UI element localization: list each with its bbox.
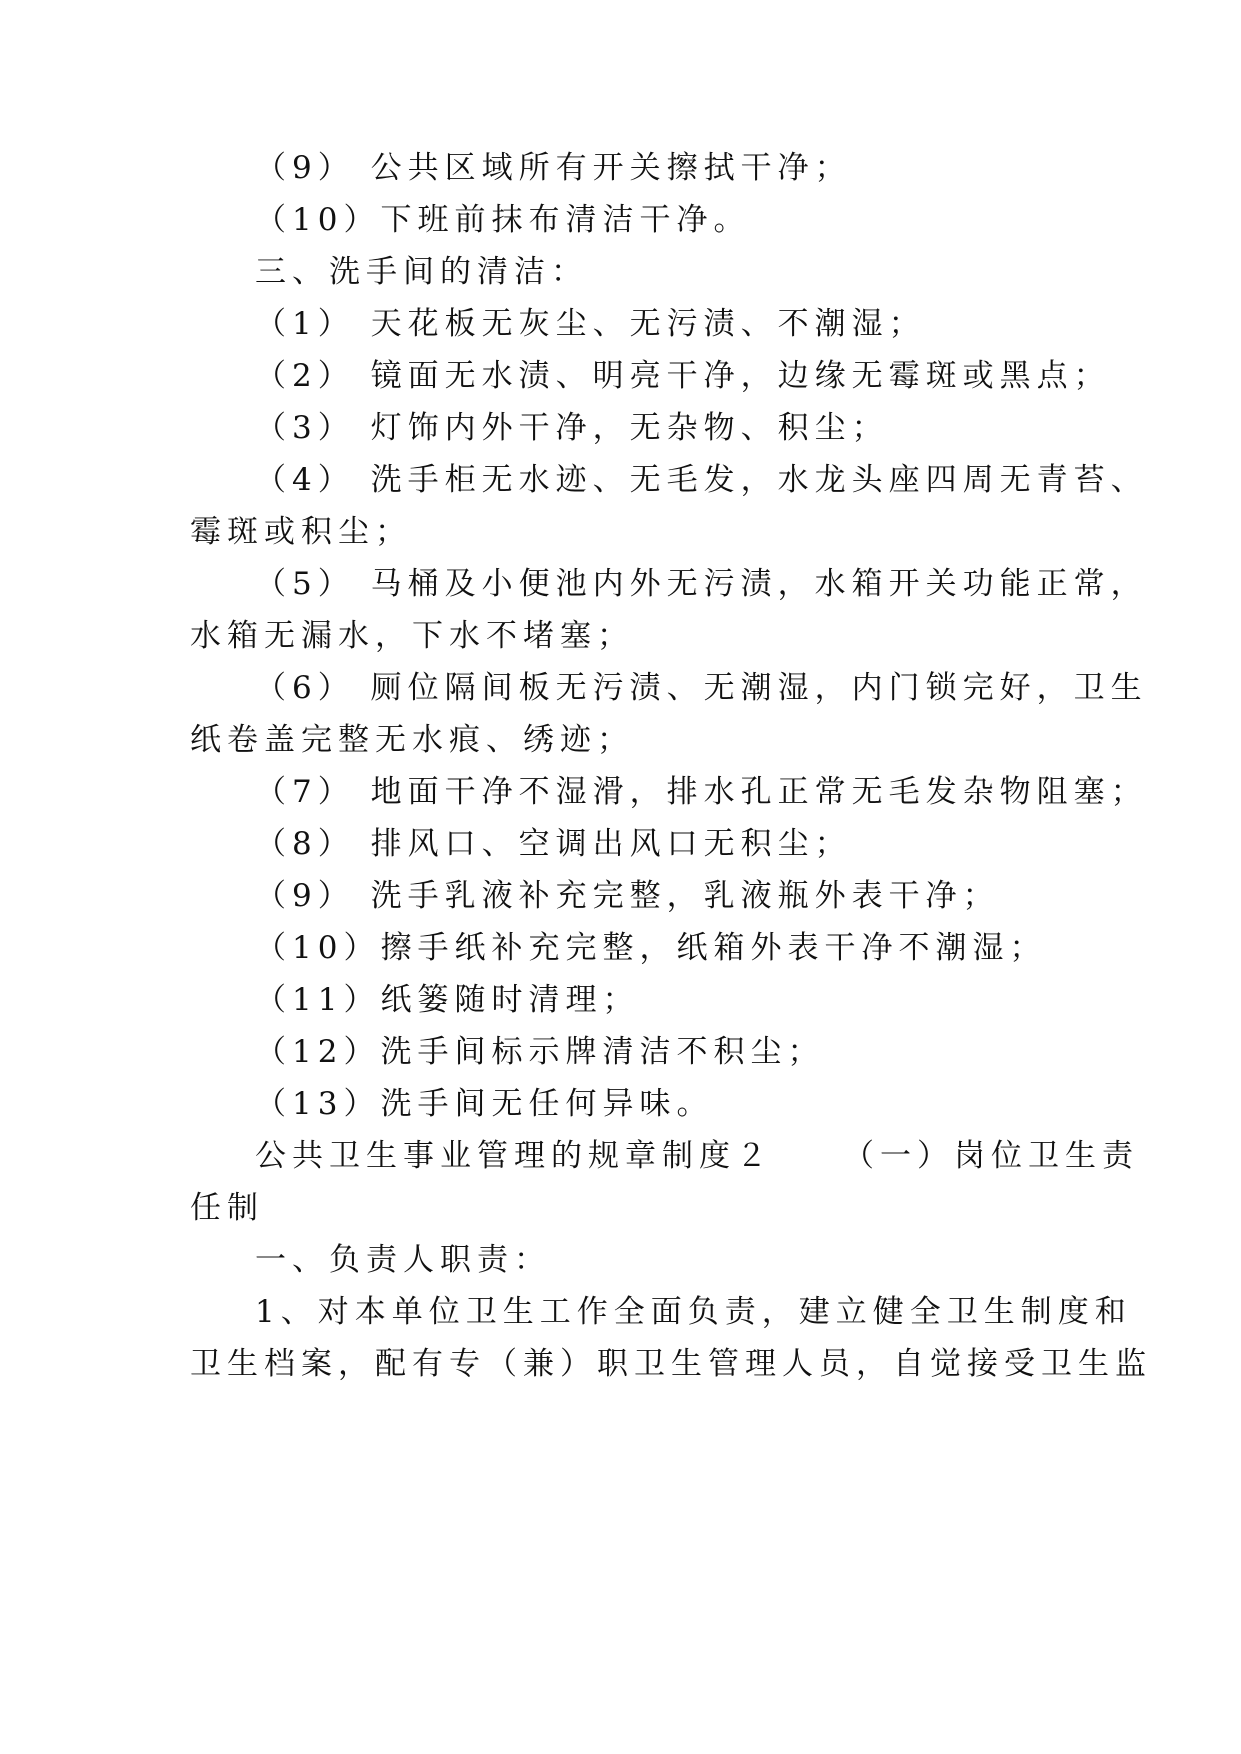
text-line: （8） 排风口、空调出风口无积尘； xyxy=(255,826,852,862)
text-line: （4） 洗手柜无水迹、无毛发，水龙头座四周无青苔、 xyxy=(255,462,1148,498)
text-line: （7） 地面干净不湿滑，排水孔正常无毛发杂物阻塞； xyxy=(255,774,1148,810)
text-line: （6） 厕位隔间板无污渍、无潮湿，内门锁完好，卫生 xyxy=(255,670,1148,706)
text-line: （11）纸篓随时清理； xyxy=(255,982,640,1018)
text-line: 卫生档案，配有专（兼）职卫生管理人员，自觉接受卫生监 xyxy=(190,1346,1152,1382)
section-heading: 一、负责人职责： xyxy=(255,1242,551,1278)
text-line: （9） 公共区域所有开关擦拭干净； xyxy=(255,150,852,186)
text-line: （1） 天花板无灰尘、无污渍、不潮湿； xyxy=(255,306,926,342)
text-line: （13）洗手间无任何异味。 xyxy=(255,1086,714,1122)
text-line: 1、对本单位卫生工作全面负责，建立健全卫生制度和 xyxy=(255,1294,1132,1330)
text-line: 任制 xyxy=(190,1190,264,1226)
text-line: （10）下班前抹布清洁干净。 xyxy=(255,202,751,238)
heading-title: 公共卫生事业管理的规章制度２ xyxy=(255,1138,773,1174)
text-line: （3） 灯饰内外干净，无杂物、积尘； xyxy=(255,410,889,446)
text-line: 水箱无漏水，下水不堵塞； xyxy=(190,618,634,654)
text-line: （9） 洗手乳液补充完整，乳液瓶外表干净； xyxy=(255,878,1000,914)
text-line: 纸卷盖完整无水痕、绣迹； xyxy=(190,722,634,758)
section-heading: 三、洗手间的清洁： xyxy=(255,254,588,290)
text-line: （5） 马桶及小便池内外无污渍，水箱开关功能正常， xyxy=(255,566,1148,602)
text-line: （2） 镜面无水渍、明亮干净，边缘无霉斑或黑点； xyxy=(255,358,1111,394)
text-line: （12）洗手间标示牌清洁不积尘； xyxy=(255,1034,825,1070)
document-heading xyxy=(255,1136,1139,1176)
text-line: 霉斑或积尘； xyxy=(190,514,412,550)
heading-subtitle: （一）岗位卫生责 xyxy=(843,1138,1139,1174)
text-line: （10）擦手纸补充完整，纸箱外表干净不潮湿； xyxy=(255,930,1047,966)
